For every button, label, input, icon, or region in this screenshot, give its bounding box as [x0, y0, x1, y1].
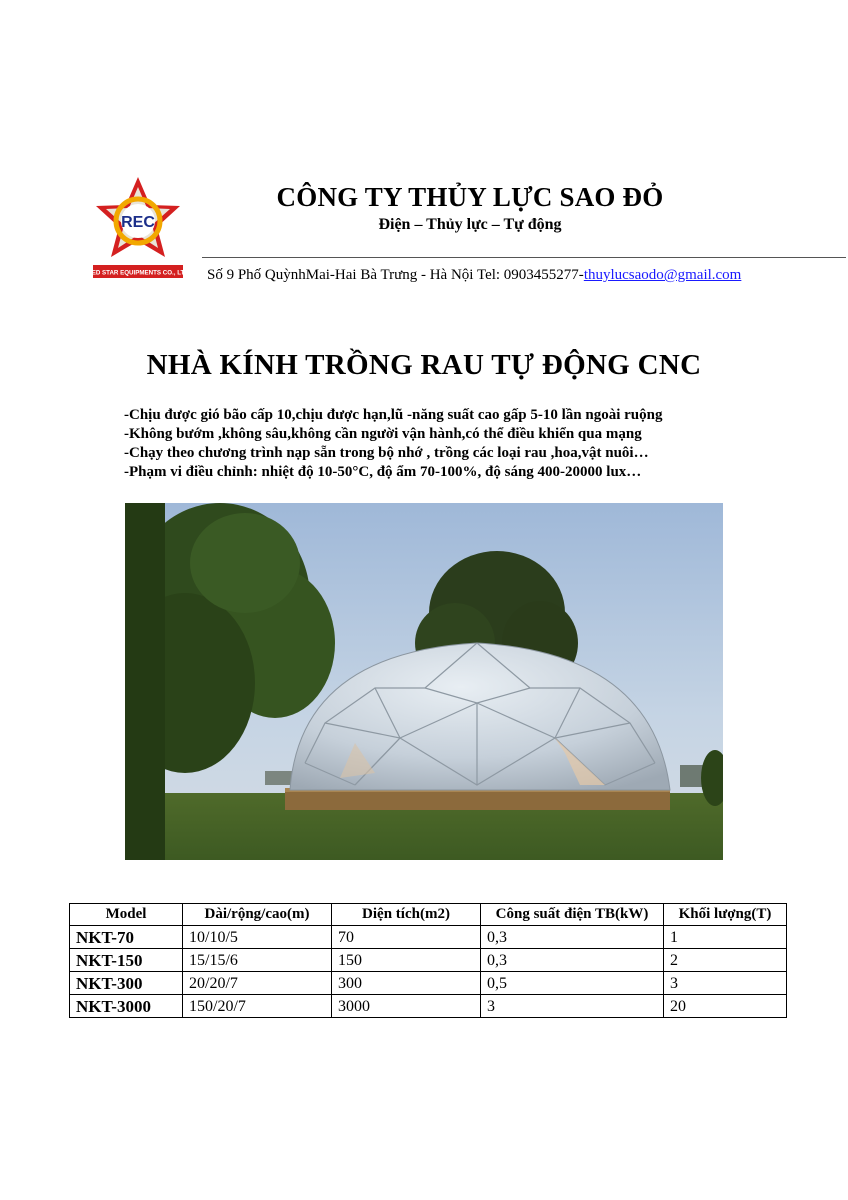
rec-star-logo-icon: [92, 175, 184, 285]
column-header: Model: [70, 904, 183, 926]
company-logo: [92, 175, 184, 285]
table-cell: 150/20/7: [183, 995, 332, 1018]
dome-greenhouse-photo: [125, 503, 723, 860]
table-cell: 0,3: [481, 926, 664, 949]
table-cell: 3: [664, 972, 787, 995]
column-header: Khối lượng(T): [664, 904, 787, 926]
spec-table: [69, 903, 787, 1018]
column-header: Công suất điện TB(kW): [481, 904, 664, 926]
table-cell: 150: [332, 949, 481, 972]
table-cell: 1: [664, 926, 787, 949]
logo-subtitle: RED STAR EQUIPMENTS CO., LTD: [92, 269, 184, 277]
header-divider: [202, 257, 846, 258]
table-cell: 20: [664, 995, 787, 1018]
table-row: [70, 926, 787, 949]
table-row: [70, 995, 787, 1018]
company-tagline: Điện – Thủy lực – Tự động: [378, 216, 562, 233]
table-cell-model: NKT-300: [70, 972, 183, 995]
feature-item: -Không bướm ,không sâu,không cần người vận hành,có thể điều khiển qua mạng: [124, 426, 642, 442]
table-cell: 0,5: [481, 972, 664, 995]
table-cell: 70: [332, 926, 481, 949]
document-title: NHÀ KÍNH TRỒNG RAU TỰ ĐỘNG CNC: [146, 349, 702, 381]
table-cell: 3000: [332, 995, 481, 1018]
table-header-row: [70, 904, 787, 926]
feature-item: -Phạm vi điều chỉnh: nhiệt độ 10-50°C, độ ẩm 70-100%, độ sáng 400-20000 lux…: [124, 464, 642, 480]
table-cell: 20/20/7: [183, 972, 332, 995]
company-name: CÔNG TY THỦY LỰC SAO ĐỎ: [276, 182, 664, 212]
column-header: Dài/rộng/cao(m): [183, 904, 332, 926]
table-row: [70, 972, 787, 995]
email-link[interactable]: thuylucsaodo@gmail.com: [583, 267, 742, 283]
table-cell: 15/15/6: [183, 949, 332, 972]
table-cell: 2: [664, 949, 787, 972]
table-cell: 300: [332, 972, 481, 995]
feature-list: [124, 406, 662, 482]
table-cell-model: NKT-3000: [70, 995, 183, 1018]
column-header: Diện tích(m2): [332, 904, 481, 926]
address-text: Số 9 Phố QuỳnhMai-Hai Bà Trưng - Hà Nội Tel: 0903455277-: [207, 267, 584, 283]
feature-item: -Chạy theo chương trình nạp sẵn trong bộ nhớ , trồng các loại rau ,hoa,vật nuôi…: [124, 445, 649, 461]
table-row: [70, 949, 787, 972]
table-cell-model: NKT-150: [70, 949, 183, 972]
feature-item: -Chịu được gió bão cấp 10,chịu được hạn,lũ -năng suất cao gấp 5-10 lần ngoài ruộng: [124, 407, 663, 423]
table-cell: 10/10/5: [183, 926, 332, 949]
table-cell: 3: [481, 995, 664, 1018]
table-cell: 0,3: [481, 949, 664, 972]
logo-text: REC: [121, 214, 155, 231]
company-address: [207, 267, 741, 284]
table-cell-model: NKT-70: [70, 926, 183, 949]
